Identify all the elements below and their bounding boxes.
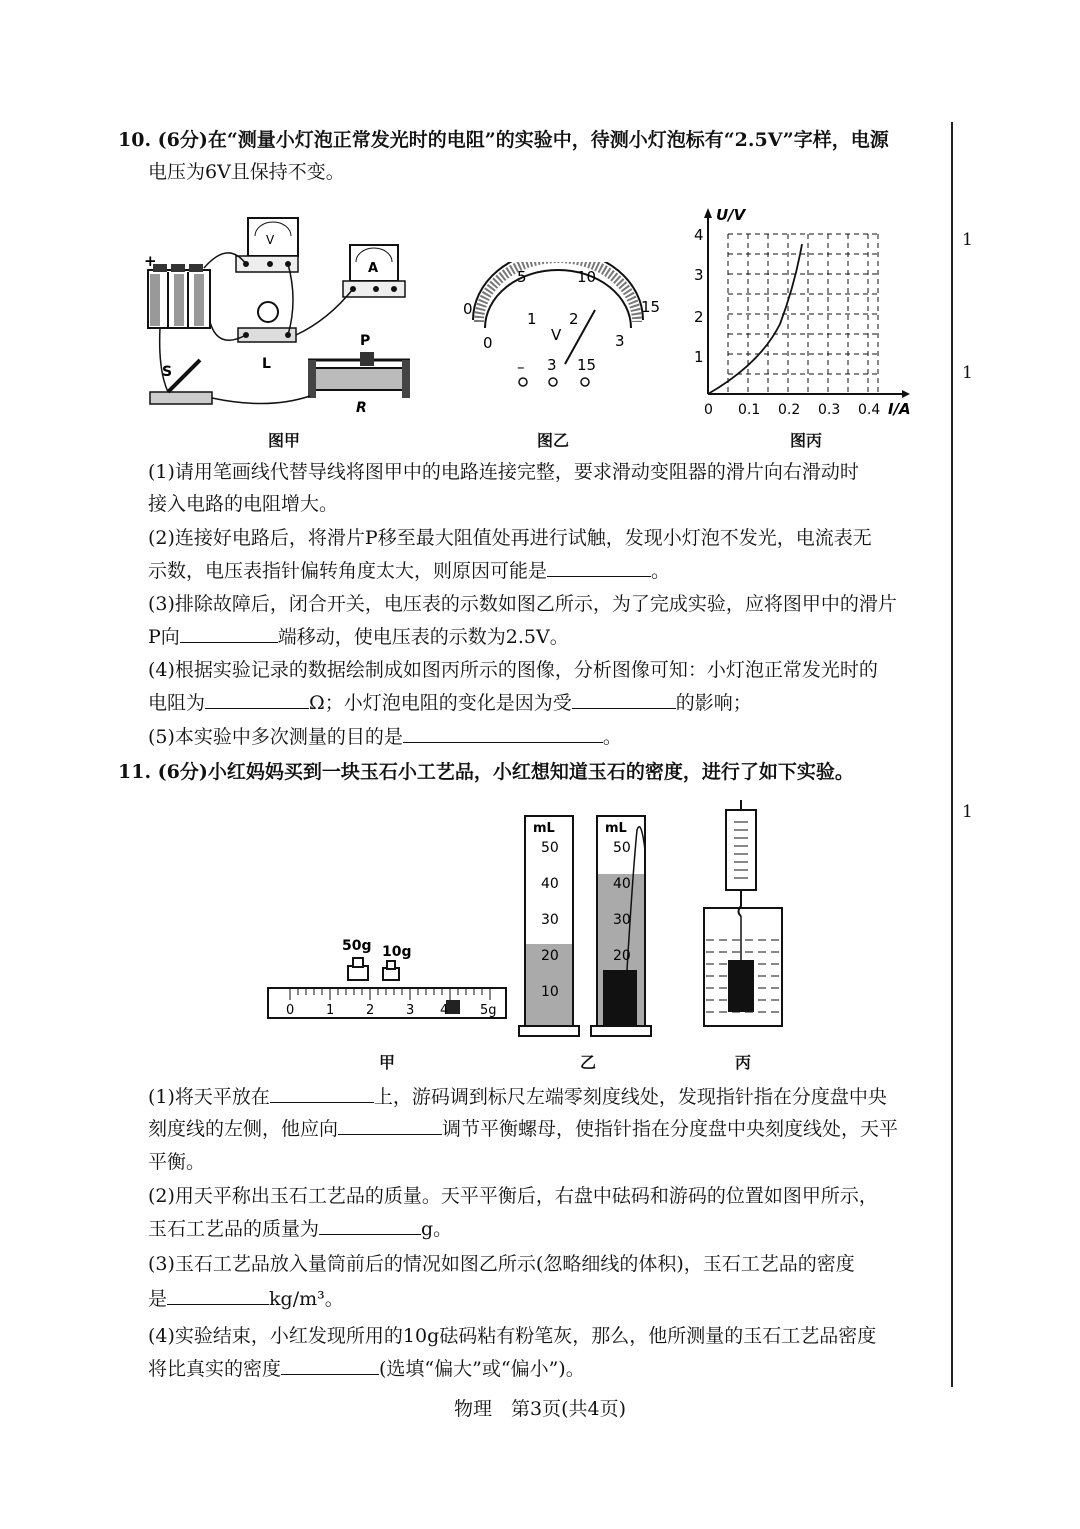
answer-blank[interactable] — [270, 1084, 374, 1103]
switch — [150, 360, 212, 404]
voltmeter-dial-figure — [455, 262, 660, 392]
margin-rule — [951, 122, 953, 1387]
graph-x-label: I/A — [888, 400, 911, 418]
weight-50g — [348, 958, 368, 980]
text: 调节平衡螺母，使指针指在分度盘中央刻度线处，天平 — [442, 1118, 899, 1140]
side-mark: 1 — [962, 230, 973, 250]
dial-upper-tick: 10 — [577, 268, 597, 286]
ruler-tick-label: 1 — [326, 1003, 335, 1018]
answer-blank[interactable] — [403, 724, 603, 743]
text: 是 — [148, 1288, 168, 1310]
battery — [148, 264, 210, 328]
graph-grid — [728, 234, 878, 394]
answer-blank[interactable] — [167, 1286, 269, 1305]
dial-upper-tick: 15 — [641, 298, 660, 316]
lamp — [238, 302, 296, 342]
ui-graph-figure — [690, 204, 920, 422]
cylinder-tick: 30 — [541, 912, 559, 928]
cylinder-tick: 20 — [541, 948, 559, 964]
text: 端移动，使电压表的示数为2.5V。 — [277, 626, 569, 648]
text: 上，游码调到标尺左端零刻度线处，发现指针指在分度盘中央 — [373, 1086, 887, 1108]
q10-part3: (3)排除故障后，闭合开关，电压表的示数如图乙所示，为了完成实验，应将图甲中的滑片 — [148, 593, 897, 615]
cylinder-tick: 40 — [613, 876, 631, 892]
graph-y-tick: 4 — [694, 226, 704, 244]
graph-x-tick: 0.4 — [858, 402, 881, 418]
water-beaker — [704, 908, 782, 1026]
answer-blank[interactable] — [547, 558, 651, 577]
text: 刻度线的左侧，他应向 — [148, 1118, 339, 1140]
q10-part2: (2)连接好电路后，将滑片P移至最大阻值处再进行试触，发现小灯泡不发光，电流表无 — [148, 527, 872, 549]
answer-blank[interactable] — [281, 1356, 379, 1375]
dial-terminal — [519, 378, 527, 386]
graph-x-tick: 0.3 — [818, 402, 841, 418]
dial-terminal — [549, 378, 557, 386]
dial-terminal-label: 15 — [577, 356, 597, 374]
dial-upper-tick: 5 — [517, 268, 527, 286]
rheostat — [308, 352, 410, 398]
text: kg/m³。 — [269, 1288, 344, 1310]
cylinder-unit: mL — [533, 821, 555, 836]
q11-part4-cont — [148, 1356, 585, 1381]
cylinder-tick: 50 — [613, 840, 631, 856]
q11-heading: 11. (6分)小红妈妈买到一块玉石小工艺品，小红想知道玉石的密度，进行了如下实验。 — [118, 761, 854, 783]
text: 。 — [651, 560, 671, 582]
q11-part1-cont — [148, 1116, 898, 1141]
q11-part2-cont — [148, 1216, 452, 1241]
q11-part3-cont — [148, 1286, 344, 1311]
x-axis-arrow — [902, 390, 910, 398]
slider-label: P — [360, 333, 371, 349]
q10-heading-cont: 电压为6V且保持不变。 — [148, 161, 345, 183]
spring-scale — [726, 800, 756, 916]
ruler-tick-label: 2 — [366, 1003, 375, 1018]
fig11-yi-caption: 乙 — [580, 1053, 597, 1072]
answer-blank[interactable] — [338, 1116, 442, 1135]
fig-bing-caption: 图丙 — [790, 431, 823, 450]
text: 玉石工艺品的质量为 — [148, 1218, 320, 1240]
cylinder-tick: 40 — [541, 876, 559, 892]
switch-label: S — [162, 364, 173, 380]
dial-lower-tick: 2 — [569, 310, 579, 328]
text: (选填“偏大”或“偏小”)。 — [379, 1358, 585, 1380]
graph-y-tick: 3 — [694, 266, 704, 284]
fig11-bing-caption: 丙 — [735, 1053, 752, 1072]
ruler-tick-label: 3 — [406, 1003, 415, 1018]
weight-label: 10g — [382, 944, 412, 960]
ruler-tick-label: 5g — [480, 1003, 497, 1018]
voltmeter-letter: V — [266, 233, 275, 247]
text: 电阻为 — [148, 692, 206, 714]
dial-lower-tick: 3 — [615, 332, 625, 350]
cylinders-figure — [515, 810, 665, 1040]
cylinder-tick: 30 — [613, 912, 631, 928]
text: 将比真实的密度 — [148, 1358, 282, 1380]
circuit-figure — [138, 210, 448, 420]
dial-terminal-label: 3 — [547, 356, 557, 374]
q11-part2: (2)用天平称出玉石工艺品的质量。天平平衡后，右盘中砝码和游码的位置如图甲所示， — [148, 1185, 878, 1207]
q11-part4: (4)实验结束，小红发现所用的10g砝码粘有粉笔灰，那么，他所测量的玉石工艺品密度 — [148, 1325, 877, 1347]
side-mark: 1 — [962, 363, 973, 383]
answer-blank[interactable] — [180, 624, 278, 643]
graph-y-tick: 2 — [694, 308, 704, 326]
graph-x-tick: 0.2 — [778, 402, 801, 418]
ruler-tick-label: 4 — [440, 1003, 449, 1018]
graph-y-label: U/V — [716, 206, 746, 224]
dial-lower-tick: 1 — [527, 310, 537, 328]
lamp-label: L — [262, 356, 271, 372]
dial-terminal — [581, 378, 589, 386]
weight-label: 50g — [342, 938, 372, 954]
text: 。 — [602, 726, 622, 748]
q10-part4: (4)根据实验记录的数据绘制成如图丙所示的图像，分析图像可知：小灯泡正常发光时的 — [148, 659, 878, 681]
fig-jia-caption: 图甲 — [268, 431, 301, 450]
q10-heading: 10. (6分)在“测量小灯泡正常发光时的电阻”的实验中，待测小灯泡标有“2.5V”字样，电源 — [118, 129, 889, 151]
fig11-jia-caption: 甲 — [379, 1053, 396, 1072]
dial-arc — [473, 262, 643, 328]
q10-part3-cont — [148, 624, 569, 649]
ruler-body — [268, 988, 506, 1018]
plus-label: + — [144, 252, 157, 270]
text: (5)本实验中多次测量的目的是 — [148, 726, 403, 748]
rheostat-label: R — [356, 400, 367, 416]
answer-blank[interactable] — [319, 1216, 421, 1235]
dial-upper-tick: 0 — [463, 300, 473, 318]
fig-yi-caption: 图乙 — [537, 431, 570, 450]
q11-part1-end: 平衡。 — [148, 1151, 206, 1173]
q10-part2-cont — [148, 558, 670, 583]
weight-10g — [383, 961, 399, 980]
answer-blank[interactable] — [205, 690, 309, 709]
spring-scale-figure — [700, 800, 790, 1030]
answer-blank[interactable] — [572, 690, 676, 709]
graph-x-tick: 0 — [704, 402, 713, 418]
q10-part1: (1)请用笔画线代替导线将图甲中的电路连接完整，要求滑动变阻器的滑片向右滑动时 — [148, 461, 859, 483]
ammeter-letter: A — [368, 261, 379, 276]
text: g。 — [421, 1218, 453, 1240]
dial-unit: V — [551, 326, 562, 344]
dial-terminal-label: – — [517, 358, 525, 376]
cylinder-tick: 20 — [613, 948, 631, 964]
dial-lower-tick: 0 — [483, 334, 493, 352]
text: 的影响； — [675, 692, 752, 714]
q10-part5 — [148, 724, 622, 749]
graph-y-tick: 1 — [694, 348, 704, 366]
balance-ruler-figure — [262, 930, 512, 1022]
cylinder-tick: 10 — [541, 984, 559, 1000]
page-footer: 物理 第3页(共4页) — [453, 1398, 626, 1420]
ruler-tick-label: 0 — [286, 1003, 295, 1018]
text: 示数，电压表指针偏转角度太大，则原因可能是 — [148, 560, 548, 582]
q11-part1 — [148, 1084, 887, 1109]
y-axis-arrow — [704, 208, 712, 218]
side-mark: 1 — [962, 802, 973, 822]
text: Ω；小灯泡电阻的变化是因为受 — [309, 692, 572, 714]
graph-x-tick: 0.1 — [738, 402, 761, 418]
text: P向 — [148, 626, 180, 648]
q10-part1-cont: 接入电路的电阻增大。 — [148, 493, 339, 515]
q10-part4-cont — [148, 690, 752, 715]
cylinder-tick: 50 — [541, 840, 559, 856]
text: (1)将天平放在 — [148, 1086, 270, 1108]
cylinder-unit: mL — [605, 821, 627, 836]
q11-part3: (3)玉石工艺品放入量筒前后的情况如图乙所示(忽略细线的体积)，玉石工艺品的密度 — [148, 1253, 855, 1275]
